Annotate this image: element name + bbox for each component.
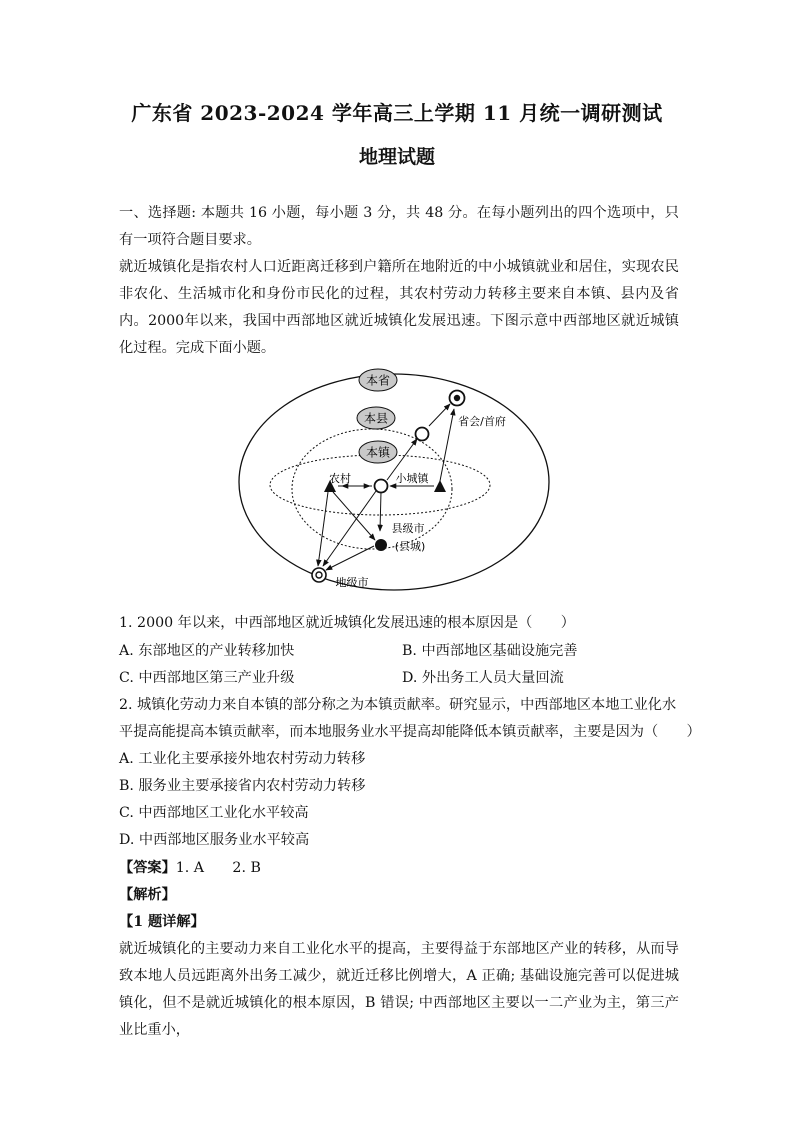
county-city-sublabel: (县城) bbox=[394, 540, 426, 553]
question-1-option-c: C. 中西部地区第三产业升级 bbox=[119, 670, 295, 686]
analysis-text: 就近城镇化的主要动力来自工业化水平的提高，主要得益于东部地区产业的转移，从而导致本地人员远距离外出务工减少，就近迁移比例增大，A 正确; 基础设施完善可以促进城镇化，但不是就近城镇化的根本原因，B 错误; 中西部地区主要以一二产业为主，第三产业比重小， bbox=[119, 941, 679, 1038]
answer-label: 【答案】 bbox=[119, 860, 176, 876]
answer-line bbox=[119, 855, 261, 882]
question-2-stem-line2: 平提高能提高本镇贡献率，而本地服务业水平提高却能降低本镇贡献率，主要是因为（ ） bbox=[119, 724, 701, 740]
urbanization-diagram bbox=[230, 364, 560, 600]
analysis-label: 【解析】 bbox=[119, 887, 176, 903]
province-ellipse bbox=[239, 374, 549, 590]
question-2-option-d: D. 中西部地区服务业水平较高 bbox=[119, 832, 310, 848]
county-label: 本县 bbox=[363, 411, 389, 426]
section-heading: 一、选择题: 本题共 16 小题，每小题 3 分，共 48 分。在每小题列出的四个选项中，只有一项符合题目要求。 bbox=[119, 205, 679, 248]
town-label: 本镇 bbox=[365, 445, 391, 460]
county-city-label: 县级市 bbox=[391, 522, 425, 535]
question-1-option-d: D. 外出务工人员大量回流 bbox=[402, 670, 564, 686]
question-2-option-c: C. 中西部地区工业化水平较高 bbox=[119, 805, 309, 821]
arrow-node-to-capital bbox=[429, 404, 450, 426]
county-city-node bbox=[375, 539, 387, 551]
question-1-option-a: A. 东部地区的产业转移加快 bbox=[119, 643, 295, 659]
arrow-town-to-countycity bbox=[380, 492, 381, 531]
capital-node-inner bbox=[454, 395, 460, 401]
page-title: 广东省 2023-2024 学年高三上学期 11 月统一调研测试 bbox=[131, 101, 663, 125]
capital-label: 省会/首府 bbox=[458, 415, 506, 428]
page-subtitle: 地理试题 bbox=[358, 146, 435, 168]
province-label: 本省 bbox=[365, 373, 391, 388]
intermediate-city-node bbox=[416, 428, 429, 441]
arrow-smalltown-to-capital bbox=[440, 409, 454, 481]
analysis-sub-label: 【1 题详解】 bbox=[119, 914, 205, 930]
arrow-village-to-prefecture bbox=[318, 492, 328, 566]
arrow-countycity-to-prefecture bbox=[326, 546, 374, 570]
question-2-option-b: B. 服务业主要承接省内农村劳动力转移 bbox=[119, 778, 366, 794]
prefecture-label: 地级市 bbox=[335, 576, 369, 589]
small-town-triangle bbox=[434, 480, 446, 492]
village-label: 农村 bbox=[329, 472, 351, 485]
question-2-stem-line1: 2. 城镇化劳动力来自本镇的部分称之为本镇贡献率。研究显示，中西部地区本地工业化水 bbox=[119, 697, 677, 713]
small-town-label: 小城镇 bbox=[395, 472, 429, 485]
question-2-option-a: A. 工业化主要承接外地农村劳动力转移 bbox=[119, 751, 366, 767]
prefecture-node-inner bbox=[316, 572, 322, 578]
arrow-village-to-countycity bbox=[333, 492, 375, 540]
town-node bbox=[375, 480, 388, 493]
intro-paragraph: 就近城镇化是指农村人口近距离迁移到户籍所在地附近的中小城镇就业和居住，实现农民非农化、生活城市化和身份市民化的过程，其农村劳动力转移主要来自本镇、县内及省内。2000年以来，我国中西部地区就近城镇化发展迅速。下图示意中西部地区就近城镇化过程。完成下面小题。 bbox=[119, 259, 679, 356]
answer-value: 1. A 2. B bbox=[175, 860, 261, 876]
arrow-town-to-prefecture bbox=[323, 491, 376, 566]
question-1-stem: 1. 2000 年以来，中西部地区就近城镇化发展迅速的根本原因是（ ） bbox=[119, 615, 575, 631]
question-1-option-b: B. 中西部地区基础设施完善 bbox=[402, 643, 578, 659]
